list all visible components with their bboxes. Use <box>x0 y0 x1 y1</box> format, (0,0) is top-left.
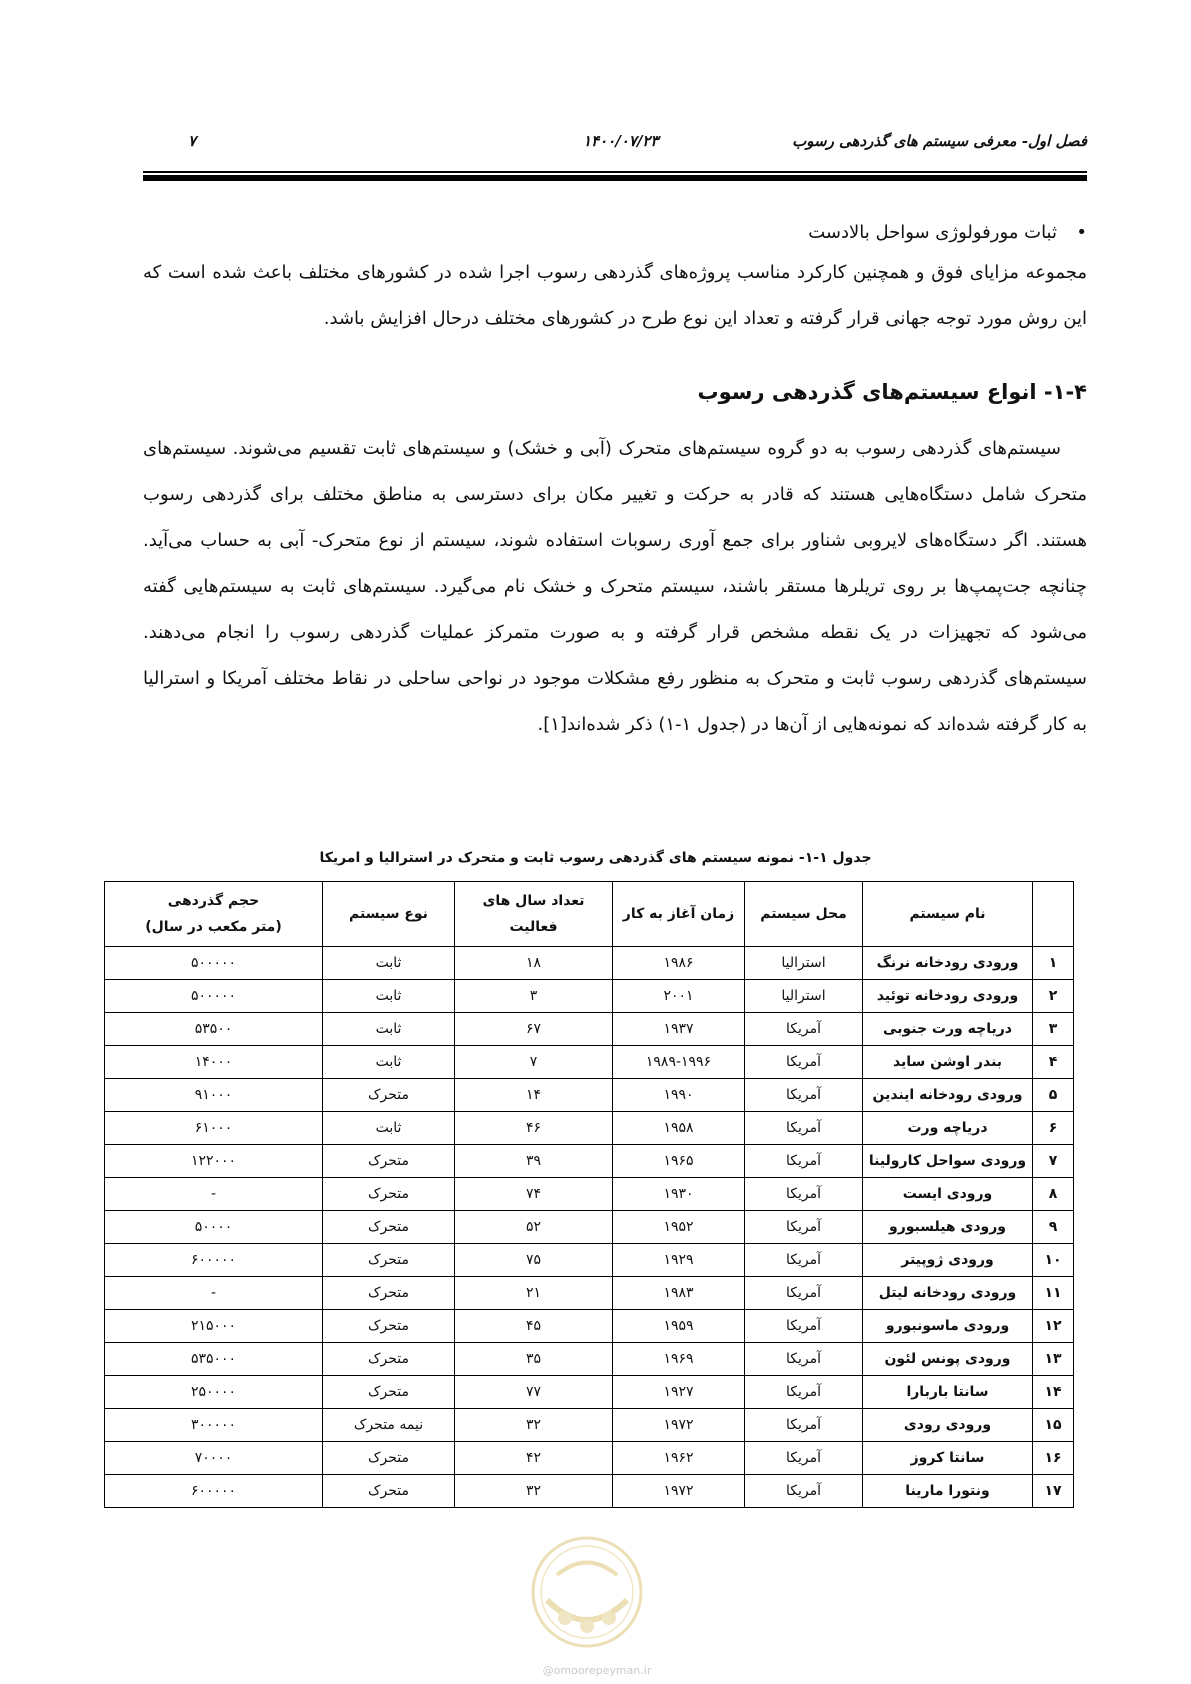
cell-start: ۱۹۶۵ <box>613 1145 745 1178</box>
cell-type: متحرک <box>323 1178 455 1211</box>
table-row <box>105 1343 1074 1376</box>
cell-num: ۱۲ <box>1033 1310 1074 1343</box>
watermark-text: @omoorepeyman.ir <box>542 1664 652 1677</box>
cell-years: ۷ <box>455 1046 613 1079</box>
bullet-item <box>143 216 1087 250</box>
page-header <box>143 132 1087 156</box>
intro-paragraph: مجموعه مزایای فوق و همچنین کارکرد مناسب پروژه‌های گذردهی رسوب اجرا شده در کشورهای مختلف باعث شده است که این روش مورد توجه جهانی قرار گرفته و تعداد این نوع طرح در کشورهای مختلف درحال افزایش باشد. <box>143 262 1087 329</box>
cell-num: ۷ <box>1033 1145 1074 1178</box>
cell-num: ۱۷ <box>1033 1475 1074 1508</box>
table-container <box>104 881 1073 1508</box>
cell-location: آمریکا <box>745 1277 863 1310</box>
cell-years: ۴۲ <box>455 1442 613 1475</box>
cell-name: بندر اوشن ساید <box>863 1046 1033 1079</box>
cell-start: ۱۹۵۹ <box>613 1310 745 1343</box>
table-row <box>105 1112 1074 1145</box>
table-row <box>105 1079 1074 1112</box>
cell-num: ۱۱ <box>1033 1277 1074 1310</box>
cell-start: ۱۹۶۲ <box>613 1442 745 1475</box>
page-number: ۷ <box>188 132 197 150</box>
cell-name: ورودی پونس لئون <box>863 1343 1033 1376</box>
cell-years: ۱۸ <box>455 947 613 980</box>
cell-num: ۱۵ <box>1033 1409 1074 1442</box>
cell-years: ۳۲ <box>455 1409 613 1442</box>
table-row <box>105 1376 1074 1409</box>
cell-type: متحرک <box>323 1145 455 1178</box>
cell-start: ۲۰۰۱ <box>613 980 745 1013</box>
header-volume <box>105 882 323 947</box>
cell-years: ۳۹ <box>455 1145 613 1178</box>
cell-name: دریاچه ورت <box>863 1112 1033 1145</box>
cell-volume: - <box>105 1277 323 1310</box>
cell-type: متحرک <box>323 1376 455 1409</box>
cell-type: متحرک <box>323 1442 455 1475</box>
cell-volume: ۱۴۰۰۰ <box>105 1046 323 1079</box>
cell-location: آمریکا <box>745 1475 863 1508</box>
cell-volume: ۵۰۰۰۰ <box>105 1211 323 1244</box>
cell-name: ورودی رودخانه نرنگ <box>863 947 1033 980</box>
cell-type: ثابت <box>323 980 455 1013</box>
cell-location: آمریکا <box>745 1244 863 1277</box>
table-row <box>105 1013 1074 1046</box>
header-date: ۱۴۰۰/۰۷/۲۳ <box>583 132 659 150</box>
header-start: زمان آغاز به کار <box>613 882 745 947</box>
table-row <box>105 980 1074 1013</box>
bullet-text: ثبات مورفولوژی سواحل بالادست <box>808 222 1057 243</box>
cell-num: ۱۰ <box>1033 1244 1074 1277</box>
cell-name: ورودی ماسونبورو <box>863 1310 1033 1343</box>
cell-start: ۱۹۳۷ <box>613 1013 745 1046</box>
cell-location: آمریکا <box>745 1343 863 1376</box>
table-body <box>105 947 1074 1508</box>
table-row <box>105 1409 1074 1442</box>
cell-type: ثابت <box>323 1112 455 1145</box>
cell-location: استرالیا <box>745 947 863 980</box>
cell-years: ۷۷ <box>455 1376 613 1409</box>
cell-years: ۷۵ <box>455 1244 613 1277</box>
cell-location: آمریکا <box>745 1409 863 1442</box>
table-caption: جدول ۱-۱- نمونه سیستم های گذردهی رسوب ثابت و متحرک در استرالیا و امریکا <box>319 850 872 866</box>
cell-name: ورودی هیلسبورو <box>863 1211 1033 1244</box>
cell-start: ۱۹۹۰ <box>613 1079 745 1112</box>
section-paragraph: سیستم‌های گذردهی رسوب به دو گروه سیستم‌های متحرک (آبی و خشک) و سیستم‌های ثابت تقسیم می‌شوند. سیستم‌های متحرک شامل دستگاه‌هایی هستند که قادر به حرکت و تغییر مکان برای دسترسی به مناطق مختلف برای گذردهی رسوب هستند. اگر دستگاه‌های لایروبی شناور برای جمع آوری رسوبات استفاده شوند، سیستم از نوع متحرک- آبی به حساب می‌آید. چنانچه جت‌پمپ‌ها بر روی تریلرها مستقر باشند، سیستم متحرک و خشک نام می‌گیرد. سیستم‌های ثابت به سیستم‌هایی گفته می‌شود که تجهیزات در یک نقطه مشخص قرار گرفته و به صورت متمرکز عملیات گذردهی رسوب را انجام می‌دهند. سیستم‌های گذردهی رسوب ثابت و متحرک به منظور رفع مشکلات موجود در نواحی ساحلی در نقاط مختلف آمریکا و استرالیا به کار گرفته شده‌اند که نمونه‌هایی از آن‌ها در (جدول ۱-۱) ذکر شده‌اند[۱]. <box>143 438 1087 735</box>
cell-years: ۳۲ <box>455 1475 613 1508</box>
body-content <box>143 210 1087 748</box>
cell-volume: ۵۳۵۰۰۰ <box>105 1343 323 1376</box>
cell-volume: - <box>105 1178 323 1211</box>
cell-volume: ۷۰۰۰۰ <box>105 1442 323 1475</box>
cell-location: آمریکا <box>745 1178 863 1211</box>
header-rule-thin <box>143 171 1087 173</box>
table-header-row <box>105 882 1074 947</box>
cell-location: آمریکا <box>745 1376 863 1409</box>
table-row <box>105 1475 1074 1508</box>
cell-start: ۱۹۷۲ <box>613 1475 745 1508</box>
table-row <box>105 1145 1074 1178</box>
header-name: نام سیستم <box>863 882 1033 947</box>
cell-volume: ۵۳۵۰۰ <box>105 1013 323 1046</box>
cell-volume: ۲۱۵۰۰۰ <box>105 1310 323 1343</box>
chapter-title: فصل اول- معرفی سیستم های گذردهی رسوب <box>792 132 1087 150</box>
header-years-line1: تعداد سال های <box>482 893 585 909</box>
cell-start: ۱۹۸۳ <box>613 1277 745 1310</box>
cell-volume: ۲۵۰۰۰۰ <box>105 1376 323 1409</box>
table-row <box>105 1277 1074 1310</box>
cell-years: ۶۷ <box>455 1013 613 1046</box>
header-years-line2: فعالیت <box>509 919 558 935</box>
cell-years: ۱۴ <box>455 1079 613 1112</box>
cell-type: نیمه متحرک <box>323 1409 455 1442</box>
cell-location: آمریکا <box>745 1442 863 1475</box>
cell-volume: ۶۱۰۰۰ <box>105 1112 323 1145</box>
cell-type: ثابت <box>323 947 455 980</box>
cell-volume: ۹۱۰۰۰ <box>105 1079 323 1112</box>
cell-location: آمریکا <box>745 1145 863 1178</box>
cell-num: ۱۶ <box>1033 1442 1074 1475</box>
cell-start: ۱۹۶۹ <box>613 1343 745 1376</box>
cell-start: ۱۹۲۷ <box>613 1376 745 1409</box>
systems-table <box>104 881 1074 1508</box>
table-row <box>105 1211 1074 1244</box>
cell-name: ورودی رودخانه لیتل <box>863 1277 1033 1310</box>
cell-volume: ۶۰۰۰۰۰ <box>105 1475 323 1508</box>
cell-num: ۹ <box>1033 1211 1074 1244</box>
cell-years: ۲۱ <box>455 1277 613 1310</box>
bullet-dot-icon: • <box>1076 222 1087 243</box>
cell-num: ۸ <box>1033 1178 1074 1211</box>
header-years <box>455 882 613 947</box>
cell-num: ۵ <box>1033 1079 1074 1112</box>
cell-name: ونتورا مارینا <box>863 1475 1033 1508</box>
cell-years: ۳ <box>455 980 613 1013</box>
cell-num: ۳ <box>1033 1013 1074 1046</box>
table-row <box>105 1046 1074 1079</box>
cell-location: استرالیا <box>745 980 863 1013</box>
cell-name: سانتا باربارا <box>863 1376 1033 1409</box>
cell-start: ۱۹۳۰ <box>613 1178 745 1211</box>
table-row <box>105 1310 1074 1343</box>
cell-num: ۱ <box>1033 947 1074 980</box>
cell-start: ۱۹۸۶ <box>613 947 745 980</box>
cell-start: ۱۹۵۲ <box>613 1211 745 1244</box>
cell-name: ورودی سواحل کارولینا <box>863 1145 1033 1178</box>
cell-start: ۱۹۵۸ <box>613 1112 745 1145</box>
cell-volume: ۱۲۲۰۰۰ <box>105 1145 323 1178</box>
cell-num: ۱۴ <box>1033 1376 1074 1409</box>
cell-location: آمریکا <box>745 1211 863 1244</box>
cell-location: آمریکا <box>745 1079 863 1112</box>
cell-num: ۱۳ <box>1033 1343 1074 1376</box>
cell-name: ورودی ژوپیتر <box>863 1244 1033 1277</box>
header-location: محل سیستم <box>745 882 863 947</box>
cell-num: ۴ <box>1033 1046 1074 1079</box>
cell-volume: ۵۰۰۰۰۰ <box>105 980 323 1013</box>
cell-type: متحرک <box>323 1277 455 1310</box>
cell-name: ورودی رودخانه ایندین <box>863 1079 1033 1112</box>
cell-name: ورودی ایست <box>863 1178 1033 1211</box>
cell-type: متحرک <box>323 1310 455 1343</box>
cell-location: آمریکا <box>745 1310 863 1343</box>
watermark-logo-icon <box>527 1530 647 1660</box>
cell-volume: ۳۰۰۰۰۰ <box>105 1409 323 1442</box>
cell-type: ثابت <box>323 1013 455 1046</box>
cell-years: ۵۲ <box>455 1211 613 1244</box>
cell-type: ثابت <box>323 1046 455 1079</box>
header-rule-thick <box>143 175 1087 181</box>
header-volume-line1: حجم گذردهی <box>167 893 260 909</box>
cell-type: متحرک <box>323 1343 455 1376</box>
cell-years: ۷۴ <box>455 1178 613 1211</box>
cell-start: ۱۹۷۲ <box>613 1409 745 1442</box>
cell-years: ۳۵ <box>455 1343 613 1376</box>
cell-location: آمریکا <box>745 1013 863 1046</box>
cell-num: ۶ <box>1033 1112 1074 1145</box>
cell-start: ۱۹۸۹-۱۹۹۶ <box>613 1046 745 1079</box>
table-row <box>105 1442 1074 1475</box>
table-row <box>105 1244 1074 1277</box>
cell-type: متحرک <box>323 1079 455 1112</box>
section-title: ۱-۴- انواع سیستم‌های گذردهی رسوب <box>697 380 1087 404</box>
header-type: نوع سیستم <box>323 882 455 947</box>
cell-years: ۴۵ <box>455 1310 613 1343</box>
cell-volume: ۵۰۰۰۰۰ <box>105 947 323 980</box>
table-row <box>105 1178 1074 1211</box>
cell-name: سانتا کروز <box>863 1442 1033 1475</box>
header-num <box>1033 882 1074 947</box>
cell-num: ۲ <box>1033 980 1074 1013</box>
cell-volume: ۶۰۰۰۰۰ <box>105 1244 323 1277</box>
cell-name: ورودی رودی <box>863 1409 1033 1442</box>
cell-location: آمریکا <box>745 1112 863 1145</box>
table-row <box>105 947 1074 980</box>
cell-type: متحرک <box>323 1475 455 1508</box>
cell-name: دریاچه ورت جنوبی <box>863 1013 1033 1046</box>
cell-name: ورودی رودخانه توئید <box>863 980 1033 1013</box>
cell-type: متحرک <box>323 1244 455 1277</box>
cell-start: ۱۹۲۹ <box>613 1244 745 1277</box>
cell-type: متحرک <box>323 1211 455 1244</box>
cell-years: ۴۶ <box>455 1112 613 1145</box>
header-volume-line2: (متر مکعب در سال) <box>145 919 282 935</box>
cell-location: آمریکا <box>745 1046 863 1079</box>
